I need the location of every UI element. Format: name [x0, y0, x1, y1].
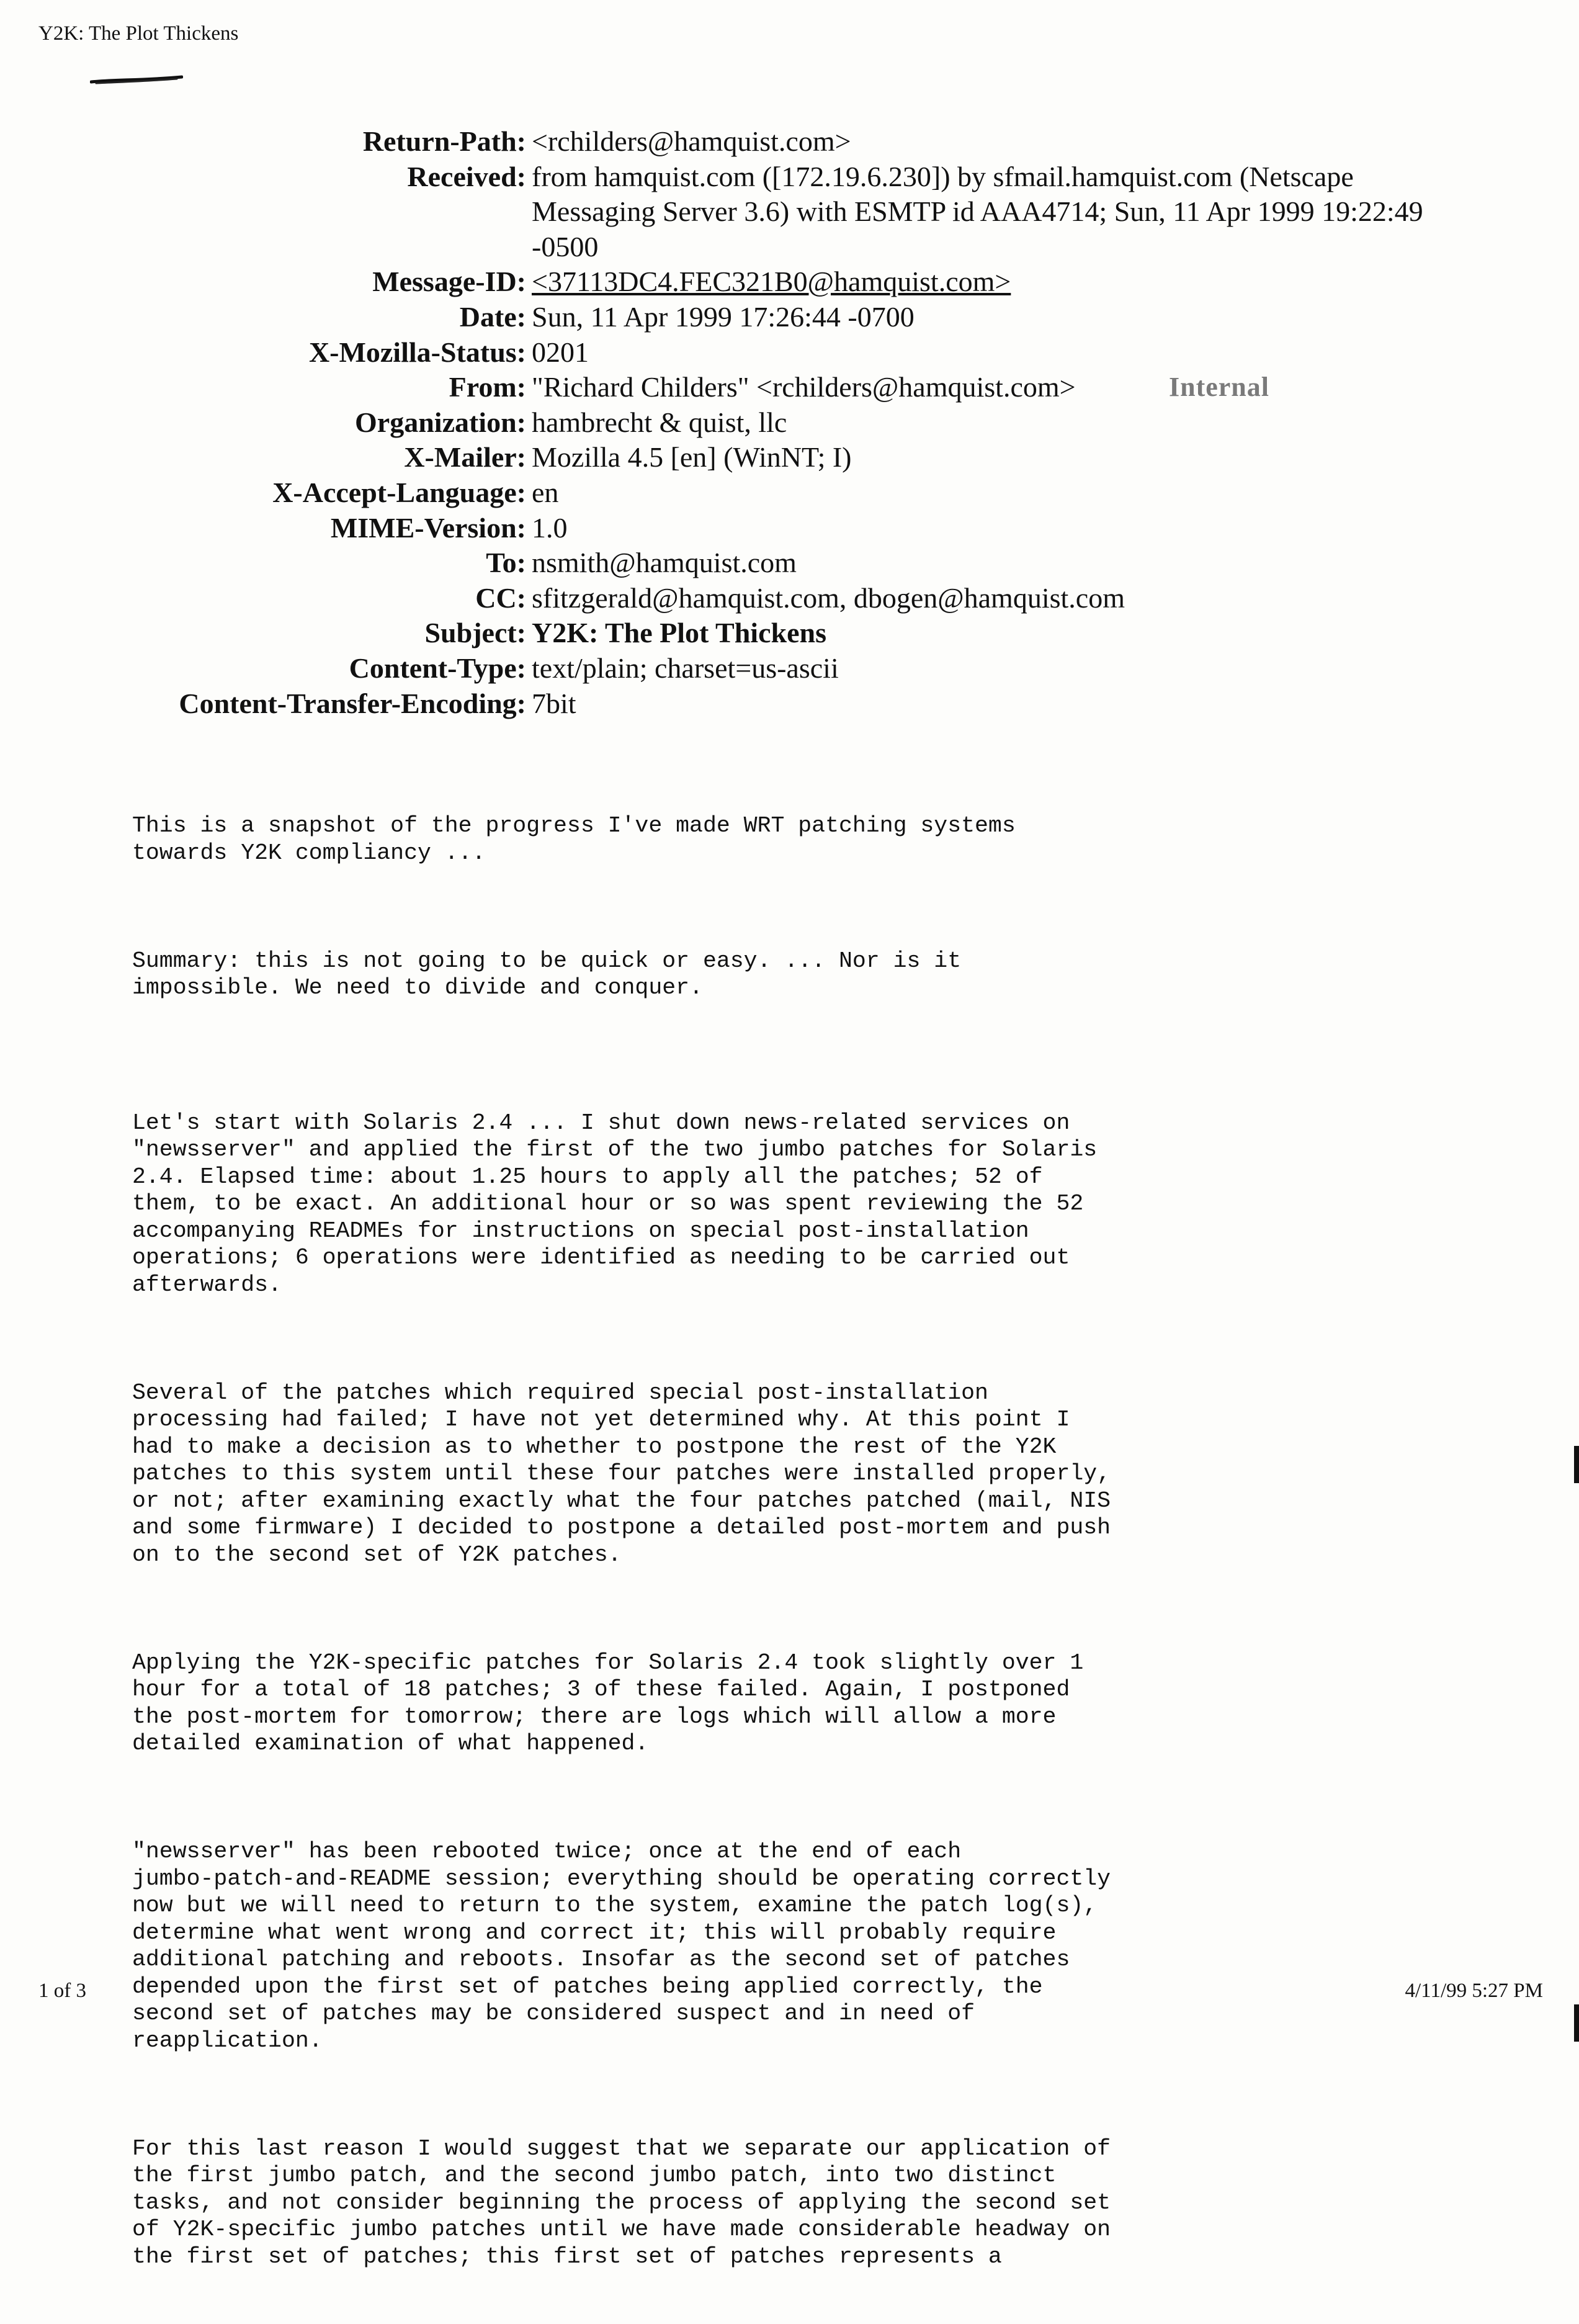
body-paragraph: This is a snapshot of the progress I've made WRT patching systems towards Y2K compliancy ...	[132, 813, 1016, 866]
header-label: Date:	[459, 300, 526, 333]
body-paragraph: For this last reason I would suggest that we separate our application of the first jumbo patch, and the second jumbo patch, into two distinct tasks, and not consider beginning the process of applying the second set of Y2K-specific jumbo patches until we have made considerable headway on the first set of patches; this first set of patches represents a	[132, 2135, 1111, 2269]
header-label: To:	[486, 547, 526, 579]
header-value: "Richard Childers" <rchilders@hamquist.com>	[532, 371, 1076, 403]
header-value: 1.0	[532, 511, 568, 544]
header-label: Return-Path:	[362, 125, 526, 157]
header-x-accept-language	[0, 475, 1579, 511]
header-value: <rchilders@hamquist.com>	[532, 125, 851, 157]
header-x-mailer	[0, 440, 1579, 475]
scan-edge-mark	[1574, 2004, 1579, 2042]
header-label: Content-Transfer-Encoding:	[179, 687, 526, 719]
body-paragraph: Applying the Y2K-specific patches for Solaris 2.4 took slightly over 1 hour for a total of 18 patches; 3 of these failed. Again, I postponed the post-mortem for tomorrow; there are logs which will allow a more detailed examination of what happened.	[132, 1649, 1084, 1756]
header-subject	[0, 616, 1579, 651]
header-label: Organization:	[355, 406, 526, 438]
header-received	[0, 159, 1579, 265]
scan-edge-mark	[1574, 1446, 1579, 1483]
header-value: en	[532, 476, 559, 508]
header-label: X-Accept-Language:	[272, 476, 526, 508]
email-headers	[0, 124, 1579, 721]
header-value: Sun, 11 Apr 1999 17:26:44 -0700	[532, 300, 915, 333]
page-number: 1 of 3	[38, 1980, 86, 2002]
header-label: Content-Type:	[349, 652, 526, 684]
header-value: hambrecht & quist, llc	[532, 406, 787, 438]
header-value: Mozilla 4.5 [en] (WinNT; I)	[532, 441, 852, 473]
header-cc	[0, 581, 1579, 616]
header-value: nsmith@hamquist.com	[532, 547, 797, 579]
body-paragraph: Several of the patches which required special post-installation processing had failed; I have not yet determined why. At this point I had to make a decision as to whether to postpone the rest of the Y2K patches to this system until these four patches were installed properly, or not; after examining exactly what the four patches patched (mail, NIS and some firmware) I decided to postpone a detailed post-mortem and push on to the second set of Y2K patches.	[132, 1380, 1111, 1568]
header-x-mozilla-status	[0, 335, 1579, 370]
header-value: text/plain; charset=us-ascii	[532, 652, 839, 684]
header-value: sfitzgerald@hamquist.com, dbogen@hamquist.com	[532, 581, 1125, 614]
internal-stamp: Internal	[1169, 372, 1269, 403]
header-to	[0, 545, 1579, 581]
header-label: Subject:	[424, 617, 526, 649]
header-label: From:	[449, 371, 526, 403]
header-label: MIME-Version:	[330, 511, 526, 544]
page-title: Y2K: The Plot Thickens	[38, 22, 239, 45]
header-value: 7bit	[532, 687, 576, 719]
email-body	[132, 758, 1299, 2324]
header-label: Received:	[407, 160, 526, 192]
header-label: X-Mozilla-Status:	[308, 336, 526, 368]
body-paragraph: Let's start with Solaris 2.4 ... I shut down news-related services on "newsserver" and applied the first of the two jumbo patches for Solaris 2.4. Elapsed time: about 1.25 hours to apply all the patches; 52 of them, to be exact. An additional hour or so was spent reviewing the 52 accompanying READMEs for instructions on special post-installation operations; 6 operations were identified as needing to be carried out afterwards.	[132, 1110, 1098, 1298]
pen-mark	[90, 73, 183, 87]
body-paragraph: "newsserver" has been rebooted twice; once at the end of each jumbo-patch-and-README session; everything should be operating correctly now but we will need to return to the system, examine the patch log(s), determine what went wrong and correct it; this will probably require additional patching and reboots. Insofar as the second set of patches depended upon the first set of patches being applied correctly, the second set of patches may be considered suspect and in need of reapplication.	[132, 1839, 1111, 2053]
header-content-transfer-encoding	[0, 686, 1579, 722]
header-message-id	[0, 264, 1579, 300]
header-date	[0, 300, 1579, 335]
header-content-type	[0, 651, 1579, 686]
body-paragraph: Summary: this is not going to be quick or easy. ... Nor is it impossible. We need to divide and conquer.	[132, 948, 962, 1000]
header-label: CC:	[475, 581, 526, 614]
header-value: from hamquist.com ([172.19.6.230]) by sfmail.hamquist.com (Netscape Messaging Server 3.6) with ESMTP id AAA4714; Sun, 11 Apr 1999 19:22:49 -0500	[532, 160, 1423, 262]
message-id-link[interactable]: <37113DC4.FEC321B0@hamquist.com>	[532, 266, 1011, 298]
header-label: Message-ID:	[372, 266, 526, 298]
header-mime-version	[0, 511, 1579, 546]
header-value: 0201	[532, 336, 589, 368]
header-from	[0, 370, 1579, 405]
header-value: Y2K: The Plot Thickens	[532, 617, 826, 649]
print-timestamp: 4/11/99 5:27 PM	[1405, 1980, 1543, 2002]
header-label: X-Mailer:	[404, 441, 526, 473]
header-organization	[0, 405, 1579, 441]
header-return-path	[0, 124, 1579, 159]
